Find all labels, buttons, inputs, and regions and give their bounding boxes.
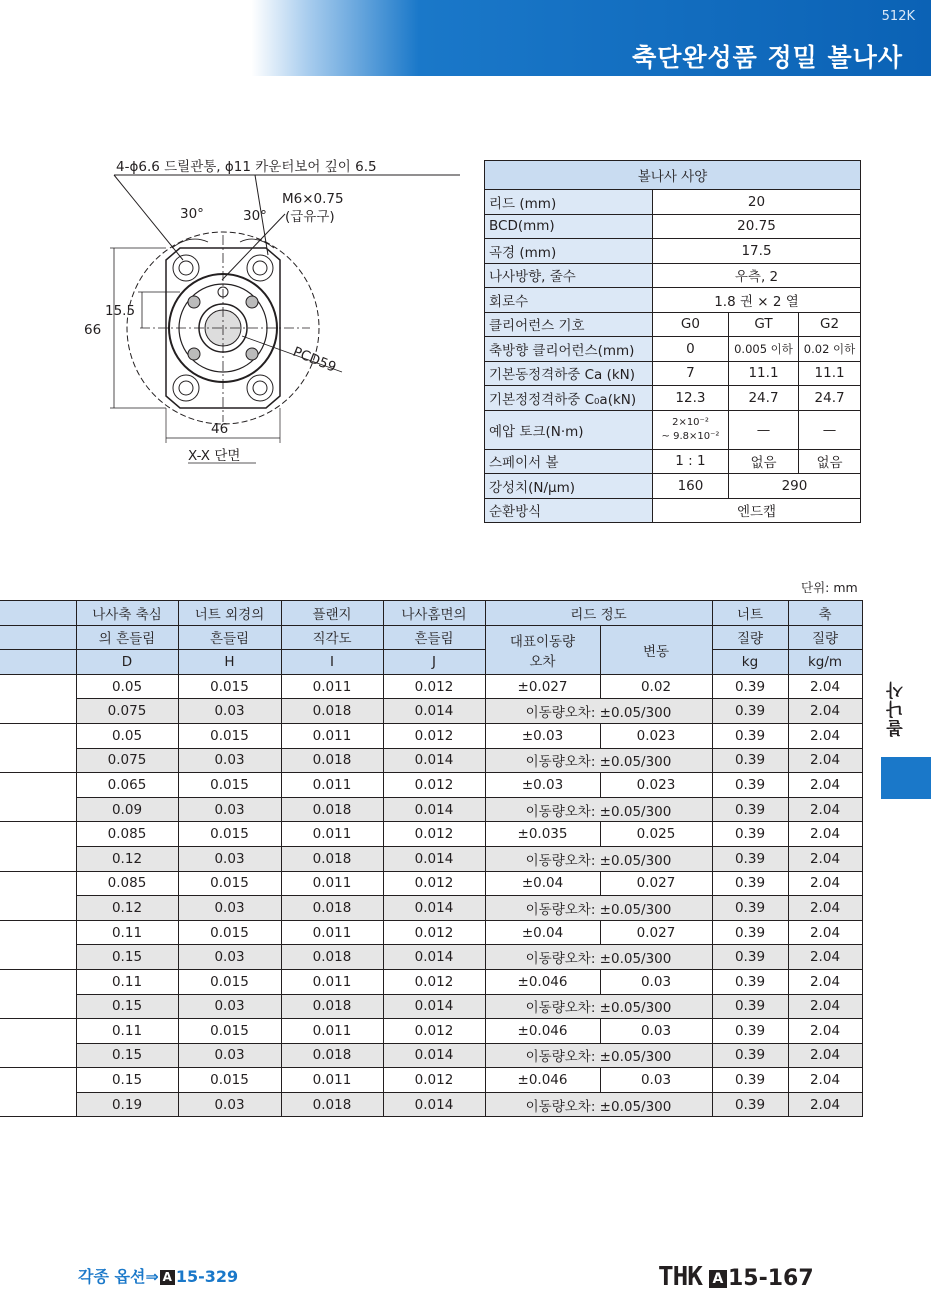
page-number: 15-167 <box>727 1266 814 1291</box>
table-cell: 0.027 <box>600 871 712 896</box>
table-cell: 0.03 <box>600 969 712 994</box>
spec-value: 11.1 <box>728 361 798 386</box>
table-cell: 0.39 <box>712 748 788 773</box>
table-cell <box>0 1043 76 1068</box>
table-cell: 2.04 <box>788 969 862 994</box>
spec-label: 축방향 클리어런스(mm) <box>485 337 653 362</box>
table-cell: 0.011 <box>281 674 383 699</box>
table-cell: 0.03 <box>600 1068 712 1093</box>
table-cell <box>0 896 76 921</box>
table-cell <box>0 945 76 970</box>
table-cell: ±0.03 <box>485 723 600 748</box>
table-cell: 0.085 <box>76 822 178 847</box>
header-i: I <box>281 650 383 675</box>
table-cell: 0.018 <box>281 945 383 970</box>
table-row <box>0 748 862 773</box>
spec-value: 0.02 이하 <box>799 337 861 362</box>
spec-value: G0 <box>653 312 729 337</box>
mount-hole <box>173 255 199 281</box>
spec-value: — <box>799 410 861 449</box>
table-cell: 0.023 <box>600 773 712 798</box>
table-cell: 0.012 <box>383 969 485 994</box>
header-nut: 너트 <box>712 601 788 626</box>
spec-value: 우측, 2 <box>653 263 861 288</box>
header-blank <box>0 650 76 675</box>
table-cell: 이동량오차: ±0.05/300 <box>485 896 712 921</box>
spec-value: 20 <box>653 190 861 215</box>
table-cell <box>0 797 76 822</box>
table-cell: 0.09 <box>76 797 178 822</box>
table-row <box>0 1068 862 1093</box>
table-cell <box>0 723 76 748</box>
flange-section-drawing <box>80 150 460 480</box>
accuracy-table <box>0 600 863 1117</box>
table-cell: 0.018 <box>281 797 383 822</box>
table-cell: 2.04 <box>788 994 862 1019</box>
table-cell: 0.03 <box>178 846 281 871</box>
table-cell: 0.05 <box>76 674 178 699</box>
spec-value: — <box>728 410 798 449</box>
table-cell: 0.018 <box>281 699 383 724</box>
table-cell: 0.065 <box>76 773 178 798</box>
spec-label: 클리어런스 기호 <box>485 312 653 337</box>
spec-value: 290 <box>728 474 860 499</box>
table-row <box>0 945 862 970</box>
table-cell: ±0.046 <box>485 1019 600 1044</box>
options-badge: A <box>160 1270 175 1285</box>
table-cell: 0.012 <box>383 920 485 945</box>
table-cell: 0.03 <box>178 1043 281 1068</box>
table-cell: 0.015 <box>178 871 281 896</box>
table-row <box>0 994 862 1019</box>
table-cell <box>0 773 76 798</box>
ballscrew-spec-table <box>484 160 861 523</box>
table-cell: 0.012 <box>383 871 485 896</box>
page-badge: A <box>709 1270 727 1288</box>
spec-value: 엔드캡 <box>653 498 861 523</box>
spec-label: 기본정정격하중 C₀a(kN) <box>485 386 653 411</box>
header-d: 나사축 축심 <box>76 601 178 626</box>
spec-label: 강성치(N/μm) <box>485 474 653 499</box>
side-tab-label: 볼나사 <box>887 680 907 737</box>
table-cell: 2.04 <box>788 723 862 748</box>
unit-label: 단위: mm <box>801 580 858 595</box>
table-cell: 0.011 <box>281 773 383 798</box>
table-cell: 0.39 <box>712 1043 788 1068</box>
spec-value: 24.7 <box>728 386 798 411</box>
page-header <box>0 0 931 76</box>
table-cell: 0.03 <box>178 1092 281 1117</box>
spec-value: GT <box>728 312 798 337</box>
table-cell: ±0.035 <box>485 822 600 847</box>
table-cell <box>0 969 76 994</box>
angle-arc <box>172 239 208 248</box>
table-row <box>0 1092 862 1117</box>
header-blank <box>0 625 76 650</box>
page-footer <box>658 1262 814 1292</box>
table-cell: 2.04 <box>788 846 862 871</box>
table-cell <box>0 920 76 945</box>
table-cell: 2.04 <box>788 748 862 773</box>
dim-label-66: 66 <box>84 322 102 338</box>
table-cell: 0.03 <box>178 994 281 1019</box>
table-cell: 0.39 <box>712 699 788 724</box>
mount-hole <box>247 255 273 281</box>
table-cell: 이동량오차: ±0.05/300 <box>485 748 712 773</box>
table-cell: 0.014 <box>383 846 485 871</box>
header-shaft: kg/m <box>788 650 862 675</box>
spec-label: BCD(mm) <box>485 214 653 239</box>
table-cell: 0.011 <box>281 920 383 945</box>
options-page: 15-329 <box>175 1267 239 1286</box>
table-cell: 0.015 <box>178 920 281 945</box>
header-j: 흔들림 <box>383 625 485 650</box>
header-lead-var: 변동 <box>600 625 712 674</box>
table-cell: 0.014 <box>383 699 485 724</box>
spec-value: 1.8 권 × 2 열 <box>653 288 861 313</box>
table-cell: ±0.046 <box>485 1068 600 1093</box>
table-cell: 0.075 <box>76 748 178 773</box>
header-i: 직각도 <box>281 625 383 650</box>
table-cell: 0.03 <box>178 748 281 773</box>
table-cell: 0.015 <box>178 1019 281 1044</box>
table-row <box>0 723 862 748</box>
table-row <box>0 699 862 724</box>
table-cell: 이동량오차: ±0.05/300 <box>485 699 712 724</box>
table-cell: 0.39 <box>712 797 788 822</box>
header-h: 흔들림 <box>178 625 281 650</box>
table-cell: 0.03 <box>178 945 281 970</box>
torque-line: 2×10⁻² <box>672 416 709 428</box>
dim-label-46: 46 <box>211 421 229 437</box>
table-cell: 2.04 <box>788 945 862 970</box>
side-tab <box>881 757 931 799</box>
table-cell: 0.012 <box>383 1068 485 1093</box>
angle-label-left: 30° <box>180 206 204 222</box>
torque-line: ~ 9.8×10⁻² <box>661 430 720 442</box>
spec-title: 볼나사 사양 <box>485 161 861 190</box>
table-cell: 0.39 <box>712 723 788 748</box>
mount-hole <box>253 381 267 395</box>
table-cell: 0.39 <box>712 773 788 798</box>
table-cell: 0.015 <box>178 674 281 699</box>
table-cell: 0.011 <box>281 1068 383 1093</box>
spec-value: 1 : 1 <box>653 449 729 474</box>
table-cell: 0.027 <box>600 920 712 945</box>
spec-value: 7 <box>653 361 729 386</box>
table-cell <box>0 699 76 724</box>
table-cell: 0.39 <box>712 945 788 970</box>
spec-value: 160 <box>653 474 729 499</box>
table-cell: 이동량오차: ±0.05/300 <box>485 945 712 970</box>
table-cell: 0.018 <box>281 846 383 871</box>
table-cell: 0.11 <box>76 920 178 945</box>
spec-label: 곡경 (mm) <box>485 239 653 264</box>
spec-value: 12.3 <box>653 386 729 411</box>
table-cell <box>0 1092 76 1117</box>
table-cell: 2.04 <box>788 699 862 724</box>
table-cell: 0.15 <box>76 1043 178 1068</box>
spec-value: 24.7 <box>799 386 861 411</box>
spec-value: 11.1 <box>799 361 861 386</box>
table-cell: 0.39 <box>712 1068 788 1093</box>
header-shaft: 질량 <box>788 625 862 650</box>
spec-value: 없음 <box>728 449 798 474</box>
table-cell: 0.15 <box>76 945 178 970</box>
table-cell: 2.04 <box>788 871 862 896</box>
table-cell: 이동량오차: ±0.05/300 <box>485 994 712 1019</box>
table-cell: 0.014 <box>383 896 485 921</box>
table-cell: 이동량오차: ±0.05/300 <box>485 1043 712 1068</box>
table-cell: 0.012 <box>383 1019 485 1044</box>
header-h: 너트 외경의 <box>178 601 281 626</box>
table-cell: 0.15 <box>76 994 178 1019</box>
spec-value: 20.75 <box>653 214 861 239</box>
table-cell: 0.03 <box>178 896 281 921</box>
pcd-label: PCD59 <box>290 343 339 376</box>
table-cell: 0.39 <box>712 846 788 871</box>
header-nut: 질량 <box>712 625 788 650</box>
spec-value: 없음 <box>799 449 861 474</box>
table-cell: 0.014 <box>383 748 485 773</box>
spec-value: 0 <box>653 337 729 362</box>
table-cell <box>0 846 76 871</box>
table-cell: 0.075 <box>76 699 178 724</box>
table-cell <box>0 1068 76 1093</box>
table-cell: 0.012 <box>383 822 485 847</box>
table-cell: 0.02 <box>600 674 712 699</box>
table-cell: 0.012 <box>383 674 485 699</box>
accuracy-table-body <box>0 674 862 1117</box>
table-cell: 0.011 <box>281 1019 383 1044</box>
table-cell: ±0.027 <box>485 674 600 699</box>
header-line: 대표이동량 <box>509 633 576 650</box>
table-cell: 0.015 <box>178 723 281 748</box>
spec-label: 나사방향, 줄수 <box>485 263 653 288</box>
hole-note: 4-ϕ6.6 드릴관통, ϕ11 카운터보어 깊이 6.5 <box>116 159 377 175</box>
table-cell: 0.011 <box>281 871 383 896</box>
table-cell: 0.39 <box>712 920 788 945</box>
table-cell: 2.04 <box>788 674 862 699</box>
table-cell: ±0.04 <box>485 871 600 896</box>
thk-logo: THK <box>658 1262 702 1292</box>
catalog-code: 512K <box>881 9 915 24</box>
angle-label-right: 30° <box>243 208 267 224</box>
section-label: X-X 단면 <box>188 448 241 464</box>
table-cell <box>0 994 76 1019</box>
screw <box>188 296 200 308</box>
table-cell: 0.018 <box>281 748 383 773</box>
spec-value: 0.005 이하 <box>728 337 798 362</box>
mount-hole <box>253 261 267 275</box>
header-shaft: 축 <box>788 601 862 626</box>
table-cell: 0.014 <box>383 1043 485 1068</box>
table-row <box>0 674 862 699</box>
table-cell: 0.015 <box>178 969 281 994</box>
spec-label: 스페이서 볼 <box>485 449 653 474</box>
mount-hole <box>179 261 193 275</box>
table-cell <box>0 674 76 699</box>
table-cell: 0.015 <box>178 822 281 847</box>
table-cell <box>0 748 76 773</box>
table-cell: ±0.046 <box>485 969 600 994</box>
table-cell: 2.04 <box>788 822 862 847</box>
table-cell: 0.39 <box>712 674 788 699</box>
spec-label: 기본동정격하중 Ca (kN) <box>485 361 653 386</box>
table-cell: ±0.04 <box>485 920 600 945</box>
mount-hole <box>247 375 273 401</box>
table-cell: 0.03 <box>178 699 281 724</box>
page-title: 축단완성품 정밀 볼나사 <box>632 43 903 72</box>
table-cell: 2.04 <box>788 797 862 822</box>
table-cell: 0.39 <box>712 969 788 994</box>
table-cell: 0.015 <box>178 773 281 798</box>
table-cell: 0.11 <box>76 969 178 994</box>
table-cell: 이동량오차: ±0.05/300 <box>485 1092 712 1117</box>
header-i: 플랜지 <box>281 601 383 626</box>
table-cell: 0.12 <box>76 846 178 871</box>
header-lead-rep <box>485 625 600 674</box>
header-blank <box>0 601 76 626</box>
header-d: 의 흔들림 <box>76 625 178 650</box>
table-row <box>0 1043 862 1068</box>
spec-label: 회로수 <box>485 288 653 313</box>
table-cell: 2.04 <box>788 896 862 921</box>
spec-value: G2 <box>799 312 861 337</box>
dim-label-15-5: 15.5 <box>105 303 136 319</box>
table-cell: 이동량오차: ±0.05/300 <box>485 846 712 871</box>
table-cell: 0.014 <box>383 994 485 1019</box>
table-cell <box>0 822 76 847</box>
table-cell: ±0.03 <box>485 773 600 798</box>
header-h: H <box>178 650 281 675</box>
screw <box>188 348 200 360</box>
table-row <box>0 1019 862 1044</box>
table-cell: 0.011 <box>281 969 383 994</box>
header-lead: 리드 정도 <box>485 601 712 626</box>
table-cell: 0.011 <box>281 723 383 748</box>
table-cell: 0.03 <box>600 1019 712 1044</box>
oil-note: (급유구) <box>285 209 335 225</box>
table-cell: 0.014 <box>383 1092 485 1117</box>
header-j: J <box>383 650 485 675</box>
table-row <box>0 969 862 994</box>
table-cell: 2.04 <box>788 920 862 945</box>
table-cell: 0.015 <box>178 1068 281 1093</box>
mount-hole <box>173 375 199 401</box>
header-line: 오차 <box>529 653 556 670</box>
table-cell: 0.39 <box>712 871 788 896</box>
table-row <box>0 773 862 798</box>
table-row <box>0 871 862 896</box>
table-cell: 0.025 <box>600 822 712 847</box>
table-cell: 0.023 <box>600 723 712 748</box>
table-cell: 0.12 <box>76 896 178 921</box>
table-cell: 0.11 <box>76 1019 178 1044</box>
table-cell: 0.011 <box>281 822 383 847</box>
table-cell: 0.018 <box>281 896 383 921</box>
table-cell: 0.19 <box>76 1092 178 1117</box>
header-j: 나사홈면의 <box>383 601 485 626</box>
table-cell: 0.39 <box>712 896 788 921</box>
spec-value: 17.5 <box>653 239 861 264</box>
tap-note: M6×0.75 <box>282 191 344 207</box>
table-row <box>0 846 862 871</box>
screw <box>246 296 258 308</box>
table-row <box>0 920 862 945</box>
table-cell: 0.085 <box>76 871 178 896</box>
spec-label: 리드 (mm) <box>485 190 653 215</box>
table-cell: 2.04 <box>788 1092 862 1117</box>
mount-hole <box>179 381 193 395</box>
options-reference[interactable] <box>78 1264 238 1287</box>
table-row <box>0 822 862 847</box>
table-cell: 0.39 <box>712 994 788 1019</box>
table-row <box>0 896 862 921</box>
table-cell: 0.018 <box>281 994 383 1019</box>
table-cell: 이동량오차: ±0.05/300 <box>485 797 712 822</box>
spec-value <box>653 410 729 449</box>
table-cell: 2.04 <box>788 1068 862 1093</box>
table-cell <box>0 1019 76 1044</box>
table-cell: 0.39 <box>712 1019 788 1044</box>
table-cell: 2.04 <box>788 1019 862 1044</box>
header-nut: kg <box>712 650 788 675</box>
table-cell: 0.05 <box>76 723 178 748</box>
table-cell: 0.39 <box>712 1092 788 1117</box>
table-cell: 0.014 <box>383 797 485 822</box>
table-cell: 0.014 <box>383 945 485 970</box>
spec-label: 예압 토크(N·m) <box>485 410 653 449</box>
header-d: D <box>76 650 178 675</box>
spec-label: 순환방식 <box>485 498 653 523</box>
table-cell: 0.012 <box>383 773 485 798</box>
table-cell <box>0 871 76 896</box>
table-cell: 2.04 <box>788 1043 862 1068</box>
screw <box>246 348 258 360</box>
table-cell: 0.15 <box>76 1068 178 1093</box>
table-cell: 0.012 <box>383 723 485 748</box>
table-row <box>0 797 862 822</box>
table-cell: 0.018 <box>281 1092 383 1117</box>
table-cell: 0.018 <box>281 1043 383 1068</box>
options-text: 각종 옵션⇒ <box>78 1267 159 1286</box>
table-cell: 0.03 <box>178 797 281 822</box>
table-cell: 2.04 <box>788 773 862 798</box>
table-cell: 0.39 <box>712 822 788 847</box>
